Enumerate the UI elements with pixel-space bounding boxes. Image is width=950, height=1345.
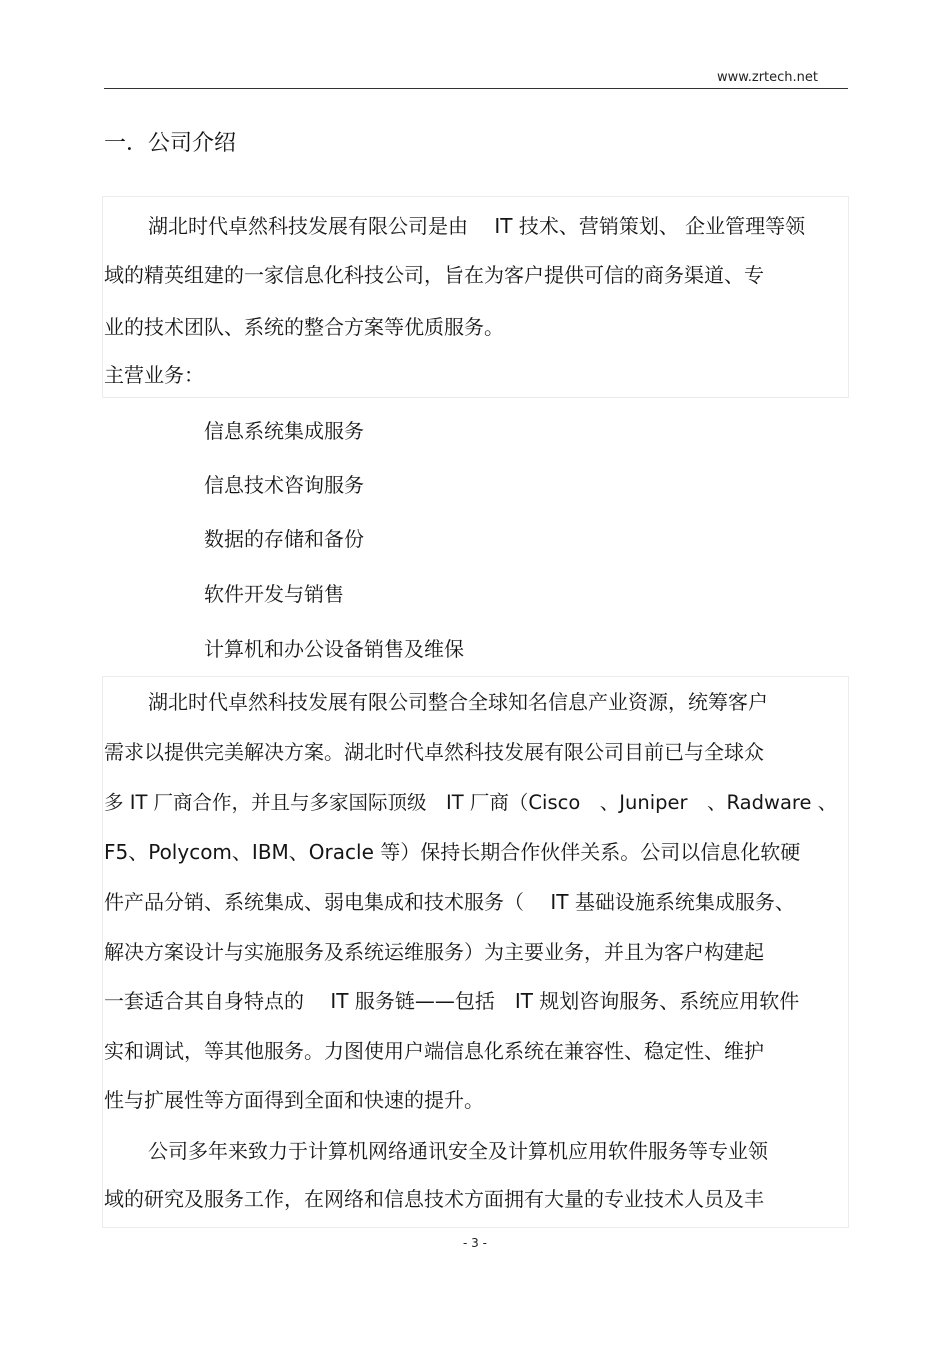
business-item: 软件开发与销售 xyxy=(204,582,344,606)
body-line: 域的研究及服务工作，在网络和信息技术方面拥有大量的专业技术人员及丰 xyxy=(104,1187,764,1211)
body-line: 实和调试，等其他服务。力图使用户端信息化系统在兼容性、稳定性、维护 xyxy=(104,1039,764,1063)
body-line: 一套适合其自身特点的 IT 服务链——包括 IT 规划咨询服务、系统应用软件 xyxy=(104,989,800,1013)
business-item: 计算机和办公设备销售及维保 xyxy=(204,637,464,661)
page-number: - 3 - xyxy=(463,1236,487,1250)
body-line: 湖北时代卓然科技发展有限公司整合全球知名信息产业资源，统筹客户 xyxy=(148,690,768,714)
intro-line: 域的精英组建的一家信息化科技公司，旨在为客户提供可信的商务渠道、专 xyxy=(104,263,764,287)
business-item: 数据的存储和备份 xyxy=(204,527,364,551)
business-item: 信息系统集成服务 xyxy=(204,419,364,443)
body-line: 需求以提供完美解决方案。湖北时代卓然科技发展有限公司目前已与全球众 xyxy=(104,740,764,764)
body-line: 件产品分销、系统集成、弱电集成和技术服务（ IT 基础设施系统集成服务、 xyxy=(104,890,795,914)
intro-line: 湖北时代卓然科技发展有限公司是由 IT 技术、营销策划、 企业管理等领 xyxy=(148,214,806,238)
intro-line: 业的技术团队、系统的整合方案等优质服务。 xyxy=(104,315,504,339)
header-rule xyxy=(104,88,848,89)
main-business-label: 主营业务： xyxy=(104,363,204,387)
body-line: 多 IT 厂商合作，并且与多家国际顶级 IT 厂商（Cisco 、Juniper 、Radware 、 xyxy=(104,791,838,814)
body-line: 公司多年来致力于计算机网络通讯安全及计算机应用软件服务等专业领 xyxy=(148,1139,768,1163)
body-line: F5、Polycom、IBM、Oracle 等）保持长期合作伙伴关系。公司以信息化软硬 xyxy=(104,840,801,864)
body-line: 解决方案设计与实施服务及系统运维服务）为主要业务，并且为客户构建起 xyxy=(104,940,764,964)
section-title: 一．公司介绍 xyxy=(104,131,237,156)
header-url: www.zrtech.net xyxy=(717,70,818,85)
business-item: 信息技术咨询服务 xyxy=(204,473,364,497)
body-line: 性与扩展性等方面得到全面和快速的提升。 xyxy=(104,1088,484,1112)
